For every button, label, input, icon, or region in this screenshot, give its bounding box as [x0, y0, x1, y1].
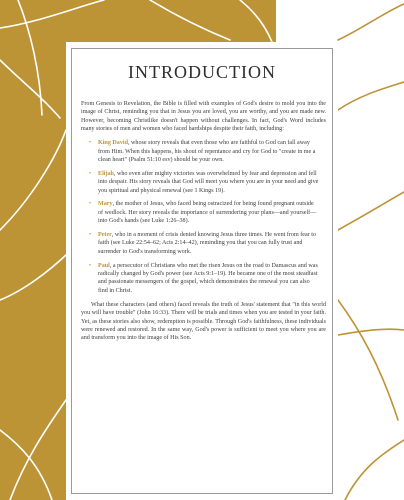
list-item [89, 231, 320, 256]
list-item [89, 139, 320, 164]
closing-paragraph: What these characters (and others) faced reveals the truth of Jesus' statement that "in this world you will have trouble" (John 16:33). There will be trials and times when you are tested in your faith. Yet, as these stories also show, redemption is possible. Through God's faithfulness, these individuals were renewed and restored. In the same way, God's power is sufficient to meet you where you are and transform you into the image of His Son. [81, 301, 326, 342]
list-item [89, 262, 320, 295]
character-description: , who in a moment of crisis denied knowing Jesus three times. He went from fear to faith (see Luke 22:54–62; Acts 2:14–42), reminding you that you can fully trust and surrender to God's transforming work. [98, 231, 316, 255]
character-description: , a persecutor of Christians who met the risen Jesus on the road to Damascus and was radically changed by God's power (see Acts 9:1–19). He became one of the most steadfast and passionate messengers of the gospel, which demonstrates the renewal you can also find in Christ. [98, 262, 318, 294]
bullet-icon: • [89, 170, 92, 177]
list-item [89, 200, 320, 225]
character-description: , the mother of Jesus, who faced being ostracized for being found pregnant outside of wedlock. Her story reveals the importance of surrendering your plans—and yourself—into God's hands (see Luke 1:26–38). [98, 201, 317, 225]
intro-paragraph: From Genesis to Revelation, the Bible is filled with examples of God's desire to mold you into the image of Christ, reminding you that in Jesus you are loved, you are worthy, and you are made new. However, becoming Christlike doesn't happen without challenges. In fact, God's Word includes many stories of men and women who faced hardships despite their faith, including: [81, 101, 326, 133]
character-description: , who even after mighty victories was overwhelmed by fear and depression and fell into despair. His story reveals that God will meet you where you are in your need and give you spiritual and physical renewal (see 1 Kings 19). [98, 170, 319, 194]
list-item [89, 170, 320, 195]
character-list [81, 139, 326, 295]
character-name: King David [98, 140, 128, 147]
character-name: Mary [98, 201, 113, 208]
character-name: Elijah [98, 170, 114, 177]
bullet-icon: • [89, 262, 92, 269]
character-description: , whose story reveals that even those who are faithful to God can fall away from Him. When this happens, his shout of repentance and cry for God to "create in me a clean heart" (Psalm 51:10 esv) should be your own. [98, 140, 316, 164]
bullet-icon: • [89, 231, 92, 238]
bullet-icon: • [89, 201, 92, 208]
character-name: Peter [98, 231, 112, 238]
book-page [66, 42, 338, 500]
character-name: Paul [98, 262, 110, 269]
bullet-icon: • [89, 140, 92, 147]
page-title: INTRODUCTION [128, 62, 276, 82]
page-content [81, 100, 326, 343]
